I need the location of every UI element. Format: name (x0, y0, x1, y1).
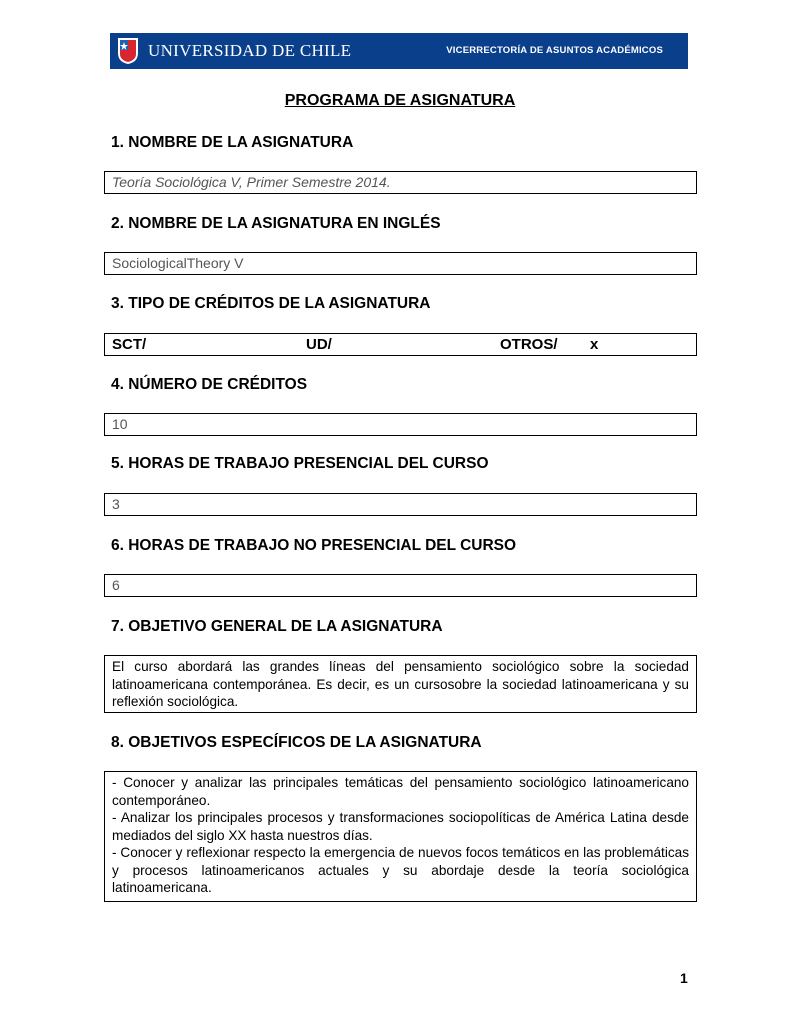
vice-rectorate-name: VICERRECTORÍA DE ASUNTOS ACADÉMICOS (446, 45, 663, 56)
credit-type-field (104, 333, 697, 356)
general-objective-field: El curso abordará las grandes líneas del pensamiento sociológico sobre la sociedad latinoamericana contemporánea. Es decir, es un cursosobre la sociedad latinoamericana y su reflexión sociológica. (104, 655, 697, 713)
specific-objective-item: - Conocer y reflexionar respecto la emergencia de nuevos focos temáticos en las problemáticas y procesos latinoamericanos actuales y su abordaje desde la teoría sociológica latinoamericana. (112, 845, 689, 895)
page-title: PROGRAMA DE ASIGNATURA (284, 92, 516, 109)
section-5-heading: 5. HORAS DE TRABAJO PRESENCIAL DEL CURSO (111, 455, 489, 472)
section-1-heading: 1. NOMBRE DE LA ASIGNATURA (111, 134, 354, 151)
university-crest-icon (117, 37, 139, 65)
credit-otros-label: OTROS/ (500, 336, 558, 353)
remote-hours-field: 6 (104, 574, 697, 597)
section-4-heading: 4. NÚMERO DE CRÉDITOS (111, 376, 308, 393)
section-6-heading: 6. HORAS DE TRABAJO NO PRESENCIAL DEL CURSO (111, 537, 517, 554)
in-person-hours-field: 3 (104, 493, 697, 516)
specific-objective-item: - Analizar los principales procesos y transformaciones sociopolíticas de América Latina desde mediados del siglo XX hasta nuestros días. (112, 810, 689, 843)
specific-objectives-field (104, 771, 697, 902)
section-3-heading: 3. TIPO DE CRÉDITOS DE LA ASIGNATURA (111, 295, 431, 312)
course-name-field: Teoría Sociológica V, Primer Semestre 2014. (104, 171, 697, 194)
header-banner (110, 33, 688, 69)
page-number: 1 (680, 970, 688, 986)
credit-ud-label: UD/ (306, 336, 332, 353)
section-7-heading: 7. OBJETIVO GENERAL DE LA ASIGNATURA (111, 618, 443, 635)
credits-number-field: 10 (104, 413, 697, 436)
section-8-heading: 8. OBJETIVOS ESPECÍFICOS DE LA ASIGNATURA (111, 734, 482, 751)
university-name: UNIVERSIDAD DE CHILE (148, 41, 352, 60)
specific-objective-item: - Conocer y analizar las principales temáticas del pensamiento sociológico latinoamericano contemporáneo. (112, 775, 689, 808)
credit-sct-label: SCT/ (112, 336, 147, 353)
course-name-english-field: SociologicalTheory V (104, 252, 697, 275)
section-2-heading: 2. NOMBRE DE LA ASIGNATURA EN INGLÉS (111, 215, 441, 232)
credit-otros-mark: x (590, 336, 599, 353)
